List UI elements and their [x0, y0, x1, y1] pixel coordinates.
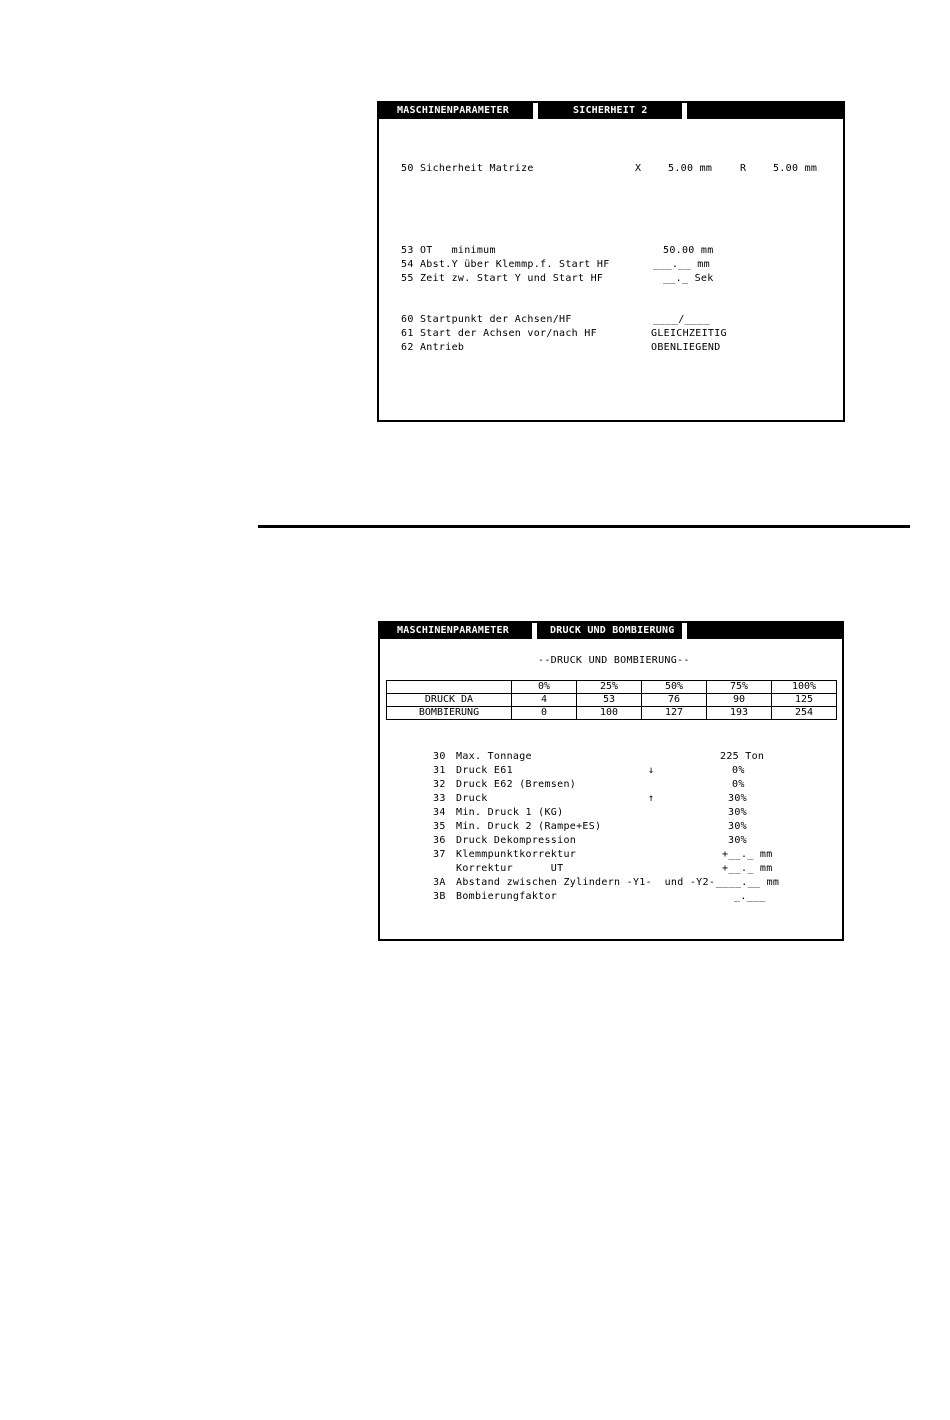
- title-bar: [379, 103, 843, 119]
- param-label: Korrektur UT: [456, 863, 564, 874]
- table-header-cell: 100%: [772, 681, 837, 694]
- param-value[interactable]: __._ Sek: [663, 273, 714, 284]
- arrow-down-icon: ↓: [648, 765, 655, 776]
- param-number: 34: [433, 807, 446, 818]
- param-value[interactable]: ___.__ mm: [653, 259, 710, 270]
- param-label: Klemmpunktkorrektur: [456, 849, 577, 860]
- param-number: 37: [433, 849, 446, 860]
- param-label: 55 Zeit zw. Start Y und Start HF: [401, 273, 604, 284]
- table-cell[interactable]: 125: [772, 694, 837, 707]
- param-value[interactable]: 0%: [732, 765, 745, 776]
- title-separator: [682, 103, 687, 119]
- param-label: 62 Antrieb: [401, 342, 465, 353]
- table-cell[interactable]: 193: [707, 707, 772, 720]
- title-right: DRUCK UND BOMBIERUNG: [550, 625, 675, 636]
- param-label: Max. Tonnage: [456, 751, 532, 762]
- arrow-up-icon: ↑: [648, 793, 655, 804]
- param-label: Druck E62 (Bremsen): [456, 779, 577, 790]
- table-cell[interactable]: 127: [642, 707, 707, 720]
- table-header-row: [387, 681, 837, 694]
- table-header-cell: 25%: [577, 681, 642, 694]
- param-label: 61 Start der Achsen vor/nach HF: [401, 328, 597, 339]
- param-value[interactable]: 225 Ton: [720, 751, 765, 762]
- table-cell[interactable]: 90: [707, 694, 772, 707]
- param-label: 50 Sicherheit Matrize: [401, 163, 534, 174]
- param-x-value[interactable]: 5.00 mm: [668, 163, 713, 174]
- param-value[interactable]: 30%: [728, 807, 747, 818]
- title-left: MASCHINENPARAMETER: [397, 105, 509, 116]
- table-header-cell: [387, 681, 512, 694]
- param-label: 54 Abst.Y über Klemmp.f. Start HF: [401, 259, 610, 270]
- param-number: 33: [433, 793, 446, 804]
- screen-sicherheit-2: [377, 101, 845, 422]
- param-value[interactable]: 50.00 mm: [663, 245, 714, 256]
- title-separator: [532, 623, 537, 639]
- param-label: Min. Druck 2 (Rampe+ES): [456, 821, 602, 832]
- param-label: Bombierungfaktor: [456, 891, 558, 902]
- table-row: [387, 707, 837, 720]
- table-cell[interactable]: 53: [577, 694, 642, 707]
- param-value[interactable]: ____/____: [653, 314, 710, 325]
- param-value[interactable]: +__._ mm: [722, 863, 773, 874]
- param-value[interactable]: 30%: [728, 835, 747, 846]
- table-header-cell: 0%: [512, 681, 577, 694]
- page-divider: [258, 525, 910, 528]
- title-separator: [682, 623, 687, 639]
- title-bar: [380, 623, 842, 639]
- param-number: 35: [433, 821, 446, 832]
- param-label: Druck E61: [456, 765, 513, 776]
- screen-druck-und-bombierung: [378, 621, 844, 941]
- param-number: 30: [433, 751, 446, 762]
- table-cell[interactable]: 100: [577, 707, 642, 720]
- pressure-table: [386, 680, 837, 720]
- param-value[interactable]: OBENLIEGEND: [651, 342, 721, 353]
- table-header-cell: 50%: [642, 681, 707, 694]
- param-label: Abstand zwischen Zylindern -Y1- und -Y2-: [456, 877, 716, 888]
- param-value[interactable]: 30%: [728, 793, 747, 804]
- param-number: 32: [433, 779, 446, 790]
- param-number: 3B: [433, 891, 446, 902]
- param-value[interactable]: 30%: [728, 821, 747, 832]
- param-value[interactable]: ____.__ mm: [716, 877, 780, 888]
- param-value[interactable]: +__._ mm: [722, 849, 773, 860]
- table-cell[interactable]: 4: [512, 694, 577, 707]
- param-label: 53 OT minimum: [401, 245, 496, 256]
- param-number: 36: [433, 835, 446, 846]
- param-label: Druck: [456, 793, 488, 804]
- param-value[interactable]: GLEICHZEITIG: [651, 328, 727, 339]
- param-value[interactable]: _.___: [734, 891, 766, 902]
- param-x-label: X: [635, 163, 642, 174]
- table-cell[interactable]: 76: [642, 694, 707, 707]
- title-right: SICHERHEIT 2: [573, 105, 648, 116]
- param-label: Druck Dekompression: [456, 835, 577, 846]
- param-value[interactable]: 0%: [732, 779, 745, 790]
- table-row-label: BOMBIERUNG: [387, 707, 512, 720]
- title-left: MASCHINENPARAMETER: [397, 625, 509, 636]
- title-separator: [533, 103, 538, 119]
- table-cell[interactable]: 0: [512, 707, 577, 720]
- param-label: Min. Druck 1 (KG): [456, 807, 564, 818]
- param-label: 60 Startpunkt der Achsen/HF: [401, 314, 572, 325]
- param-r-value[interactable]: 5.00 mm: [773, 163, 818, 174]
- table-cell[interactable]: 254: [772, 707, 837, 720]
- param-number: 3A: [433, 877, 446, 888]
- table-row: [387, 694, 837, 707]
- param-r-label: R: [740, 163, 747, 174]
- table-row-label: DRUCK DA: [387, 694, 512, 707]
- table-header-cell: 75%: [707, 681, 772, 694]
- param-number: 31: [433, 765, 446, 776]
- section-heading: --DRUCK UND BOMBIERUNG--: [538, 655, 690, 666]
